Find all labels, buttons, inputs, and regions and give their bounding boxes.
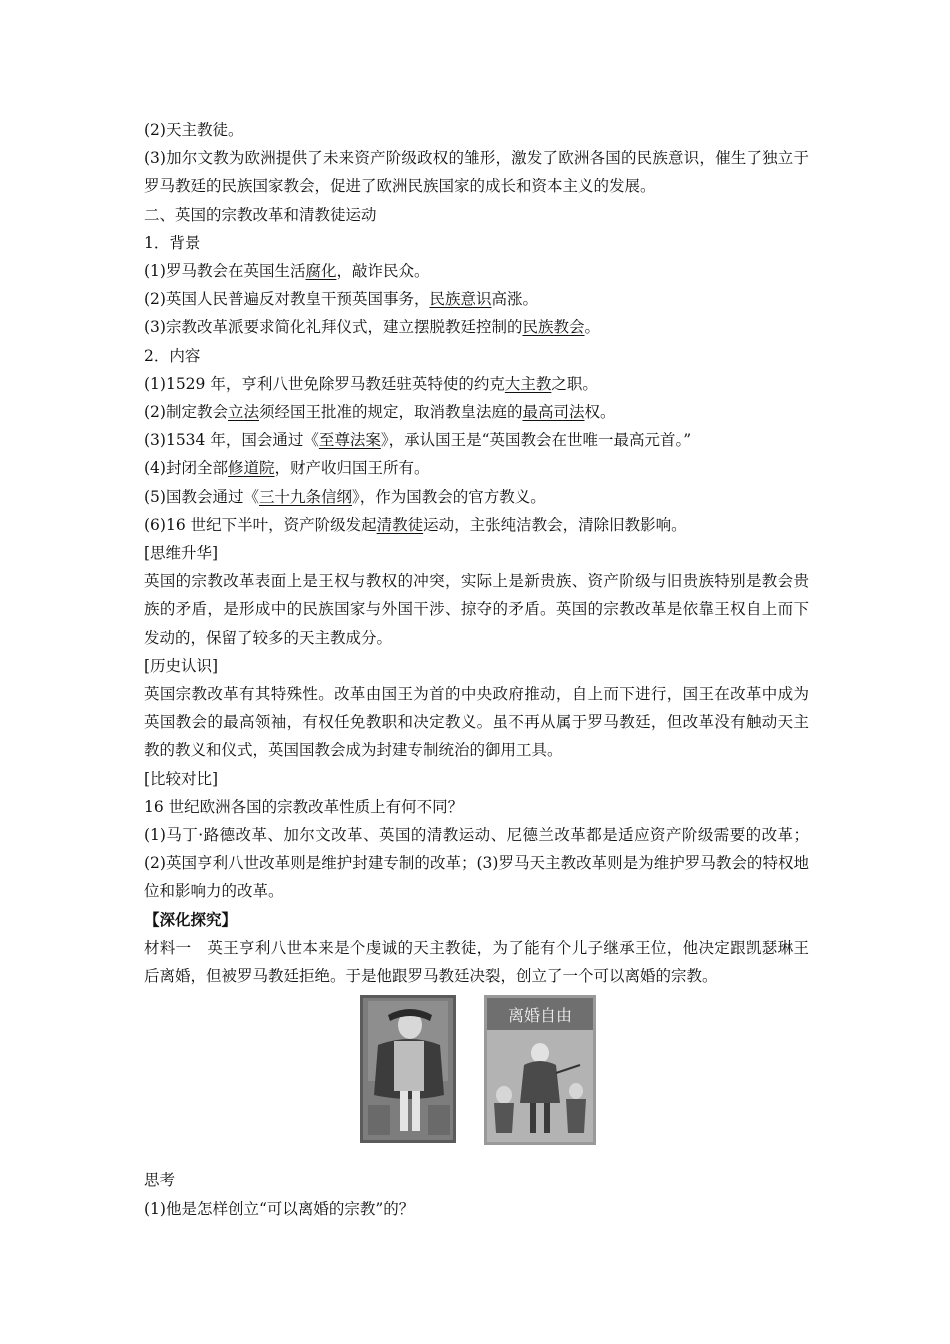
paragraph: (3)加尔文教为欧洲提供了未来资产阶级政权的雏形，激发了欧洲各国的民族意识，催生了独立于罗马教廷的民族国家教会，促进了欧洲民族国家的成长和资本主义的发展。 <box>144 149 809 196</box>
text-line: (1)罗马教会在英国生活腐化，敲诈民众。 <box>144 262 430 281</box>
poster-caption: 离婚自由 <box>507 1006 573 1026</box>
document-page <box>144 116 809 1223</box>
question-line: (1)他是怎样创立“可以离婚的宗教”的？ <box>144 1199 415 1218</box>
text-line: (6)16 世纪下半叶，资产阶级发起清教徒运动，主张纯洁教会，清除旧教影响。 <box>144 515 687 534</box>
text-line: (1)1529 年，亨利八世免除罗马教廷驻英特使的约克大主教之职。 <box>144 374 598 393</box>
underlined-term: 至尊法案 <box>318 431 381 450</box>
underlined-term: 民族意识 <box>429 290 492 309</box>
divorce-freedom-cartoon-image <box>484 995 596 1145</box>
section-heading: 二、英国的宗教改革和清教徒运动 <box>144 205 377 224</box>
bracket-heading: [历史认识] <box>144 656 219 675</box>
text-line: (2)天主教徒。 <box>144 121 244 139</box>
underlined-term: 清教徒 <box>376 515 424 534</box>
underlined-term: 腐化 <box>305 262 337 281</box>
underlined-term: 大主教 <box>504 374 552 393</box>
underlined-term: 立法 <box>227 403 259 422</box>
text-line: (3)1534 年，国会通过《至尊法案》，承认国王是“英国教会在世唯一最高元首。” <box>144 431 692 450</box>
question-line: 16 世纪欧洲各国的宗教改革性质上有何不同？ <box>144 797 464 816</box>
underlined-term: 三十九条信纲 <box>258 487 352 506</box>
text-line: (2)制定教会立法须经国王批准的规定，取消教皇法庭的最高司法权。 <box>144 403 616 422</box>
subheading: 1．背景 <box>144 233 201 252</box>
paragraph: (1)马丁·路德改革、加尔文改革、英国的清教运动、尼德兰改革都是适应资产阶级需要的改革；(2)英国亨利八世改革则是维护封建专制的改革；(3)罗马天主教改革则是为维护罗马教会的特权地位和影响力的改革。 <box>144 826 809 901</box>
text-line: (4)封闭全部修道院，财产收归国王所有。 <box>144 459 430 478</box>
text-line: (2)英国人民普遍反对教皇干预英国事务，民族意识高涨。 <box>144 290 538 309</box>
underlined-term: 修道院 <box>227 459 275 478</box>
subheading: 思考 <box>144 1171 176 1190</box>
paragraph: 英国的宗教改革表面上是王权与教权的冲突，实际上是新贵族、资产阶级与旧贵族特别是教会贵族的矛盾，是形成中的民族国家与外国干涉、掠夺的矛盾。英国的宗教改革是依靠王权自上而下发动的，保留了较多的天主教成分。 <box>144 572 809 647</box>
text-line: (5)国教会通过《三十九条信纲》，作为国教会的官方教义。 <box>144 487 546 506</box>
subheading: 2．内容 <box>144 346 201 365</box>
henry-viii-portrait-image <box>360 995 456 1143</box>
text-line: (3)宗教改革派要求简化礼拜仪式，建立摆脱教廷控制的民族教会。 <box>144 318 600 337</box>
paragraph: 材料一 英王亨利八世本来是个虔诚的天主教徒，为了能有个儿子继承王位，他决定跟凯瑟琳王后离婚，但被罗马教廷拒绝。于是他跟罗马教廷决裂，创立了一个可以离婚的宗教。 <box>144 938 809 986</box>
underlined-term: 民族教会 <box>522 318 585 337</box>
figure-row <box>144 995 809 1160</box>
section-heading-bold: 【深化探究】 <box>144 909 238 929</box>
bracket-heading: [比较对比] <box>144 769 219 788</box>
paragraph: 英国宗教改革有其特殊性。改革由国王为首的中央政府推动，自上而下进行，国王在改革中成为英国教会的最高领袖，有权任免教职和决定教义。虽不再从属于罗马教廷，但改革没有触动天主教的教义和仪式，英国国教会成为封建专制统治的御用工具。 <box>144 685 809 760</box>
bracket-heading: [思维升华] <box>144 544 219 563</box>
underlined-term: 最高司法 <box>522 403 585 422</box>
